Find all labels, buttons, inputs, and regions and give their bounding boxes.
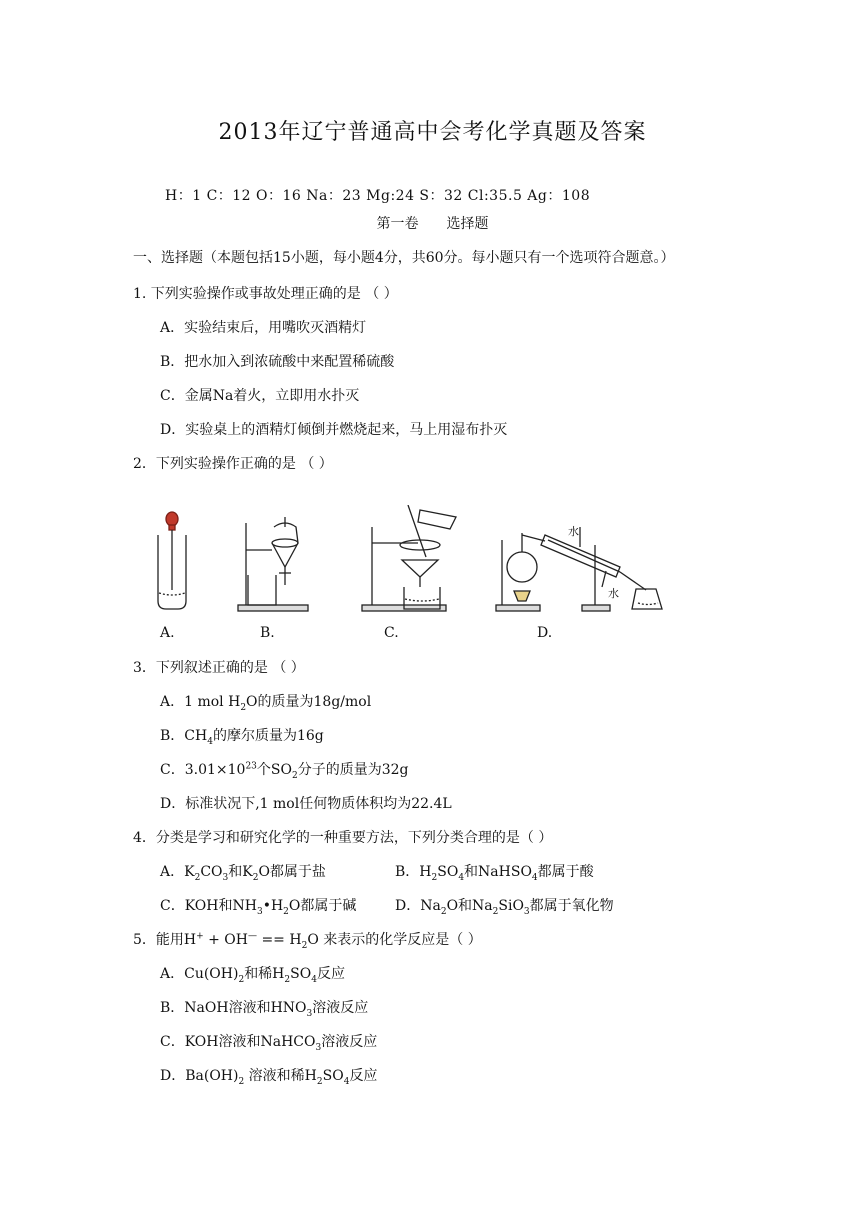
q1-stem: 1. 下列实验操作或事故处理正确的是 （ ） (133, 286, 398, 302)
q3-option-a: A．1 mol $H_2O$的质量为18g/mol (160, 694, 372, 713)
q2-figure-label-b: B. (260, 625, 275, 641)
section-name: 选择题 (446, 216, 489, 232)
document-title: 2013年辽宁普通高中会考化学真题及答案 (218, 120, 647, 145)
part-one-instructions: 一、选择题（本题包括15小题，每小题4分，共60分。每小题只有一个选项符合题意。） (133, 250, 675, 266)
atomic-masses: H：1 C：12 O：16 Na：23 Mg:24 S：32 Cl:35.5 Ag：108 (165, 188, 591, 204)
q2-apparatus-figures (150, 505, 680, 617)
q2-figure-label-d: D. (537, 625, 553, 641)
q4-stem: 4．分类是学习和研究化学的一种重要方法，下列分类合理的是（ ） (133, 830, 553, 846)
q1-option-d: D．实验桌上的酒精灯倾倒并燃烧起来，马上用湿布扑灭 (160, 422, 508, 438)
section-heading (0, 215, 865, 233)
figure-d-distillation-apparatus (496, 527, 662, 611)
q2-figure-label-c: C. (384, 625, 399, 641)
q3-option-c: C．$3.01\times 10^{23}$个$SO_2$分子的质量为32g (160, 761, 409, 781)
q5-option-c: C．KOH溶液和NaHCO$_3$溶液反应 (160, 1034, 378, 1053)
q3-option-b: B．$CH_4$的摩尔质量为16g (160, 728, 324, 747)
figure-a-dropper-test-tube (158, 512, 186, 609)
q5-option-b: B．NaOH溶液和$HNO_3$溶液反应 (160, 1000, 369, 1019)
q4-option-c: C．KOH和$NH_3•H_2O$都属于碱 (160, 898, 357, 917)
figure-c-filtration-setup (362, 505, 456, 611)
q3-option-d: D．标准状况下,1 mol任何物质体积均为22.4L (160, 796, 452, 812)
water-out-label: 水 (608, 587, 619, 600)
q1-option-b: B．把水加入到浓硫酸中来配置稀硫酸 (160, 354, 395, 370)
q5-stem: 5．能用$H^+ + OH^— == H_2O$ 来表示的化学反应是（ ） (133, 931, 482, 951)
q5-option-a: A．$Cu(OH)_2$和稀$H_2SO_4$反应 (160, 966, 345, 985)
section-volume: 第一卷 (376, 216, 419, 232)
q5-option-d: D．$Ba(OH)_2$ 溶液和稀$H_2SO_4$反应 (160, 1068, 378, 1087)
q3-stem: 3．下列叙述正确的是 （ ） (133, 660, 305, 676)
q4-option-b: B．$H_2SO_4$和NaHSO$_4$都属于酸 (395, 864, 594, 883)
q4-option-a: A．$K_2CO_3$和$K_2O$都属于盐 (160, 864, 326, 883)
q2-stem: 2．下列实验操作正确的是 （ ） (133, 456, 333, 472)
q1-option-a: A．实验结束后，用嘴吹灭酒精灯 (160, 320, 367, 336)
q2-figure-label-a: A. (160, 625, 175, 641)
water-in-label: 水 (568, 525, 579, 538)
q4-option-d: D．$Na_2O$和$Na_2SiO_3$都属于氧化物 (395, 898, 614, 917)
q1-option-c: C．金属Na着火，立即用水扑灭 (160, 388, 360, 404)
figure-b-separatory-funnel (238, 517, 308, 611)
